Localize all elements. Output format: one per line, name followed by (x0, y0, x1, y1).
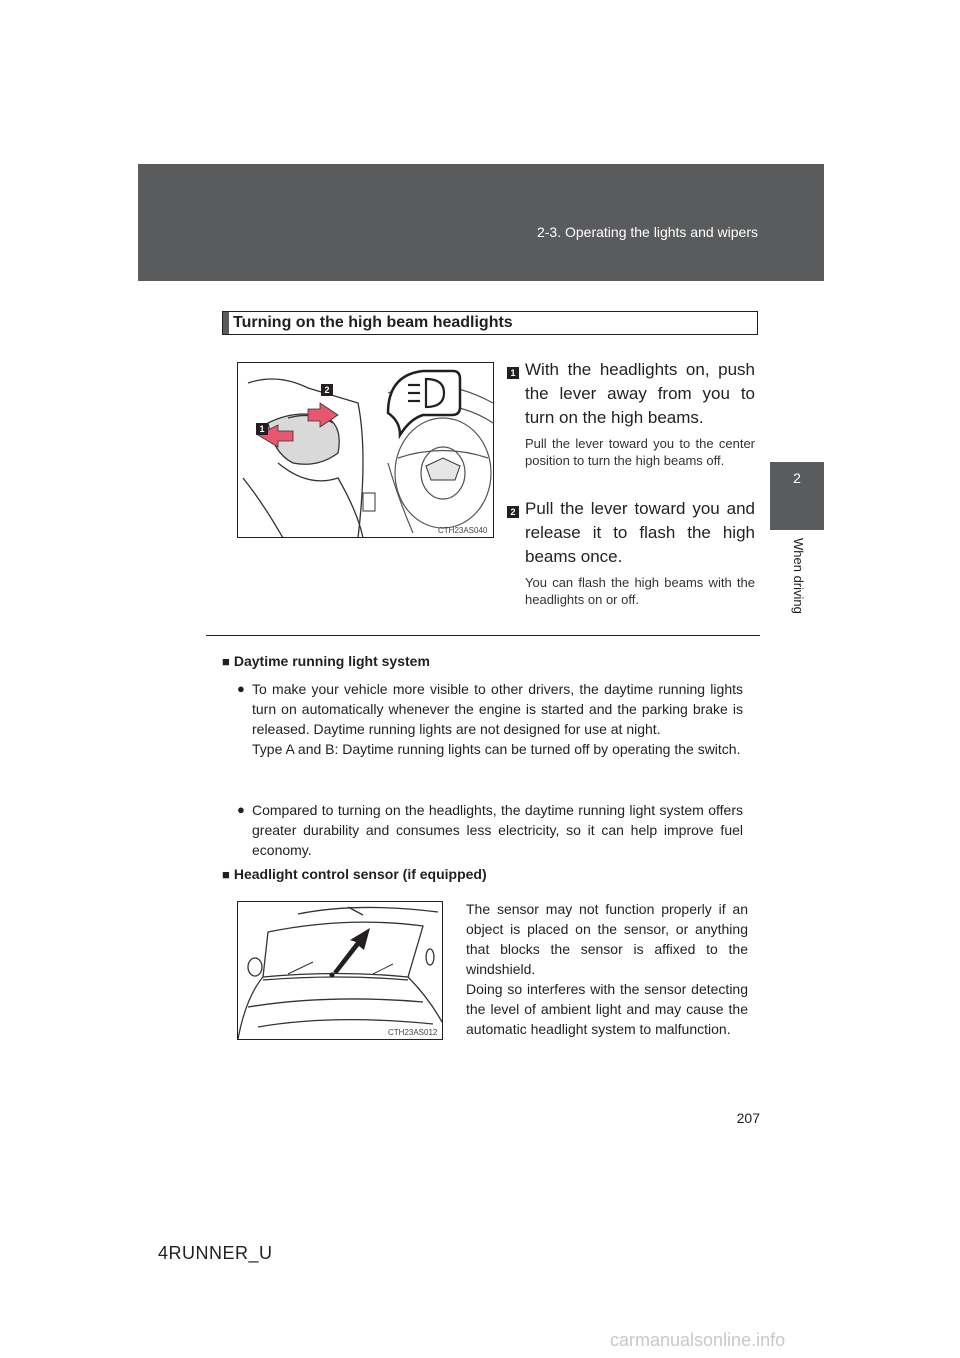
sensor-heading-text: Headlight control sensor (if equipped) (233, 866, 487, 882)
header-section-title: 2-3. Operating the lights and wipers (536, 224, 758, 240)
header-band (138, 164, 824, 281)
step-1-text: With the headlights on, push the lever away from you to turn on the high beams. (525, 360, 755, 427)
callout-1-badge: 1 (256, 423, 268, 435)
lever-drawing (238, 363, 493, 537)
sensor-heading (222, 866, 487, 882)
bullet-icon: ● (237, 681, 245, 696)
section-divider (206, 635, 760, 636)
section-title-bar (222, 311, 758, 335)
daytime-bullet-2 (222, 800, 743, 860)
step-2-text: Pull the lever toward you and release it to flash the high beams once. (525, 499, 755, 566)
figure-code-2: CTH23AS012 (388, 1028, 438, 1037)
page-number: 207 (736, 1110, 760, 1126)
daytime-bullet-1-extra: Type A and B: Daytime running lights can be turned off by operating the switch. (252, 741, 741, 757)
heading-square-icon: ■ (222, 867, 230, 882)
heading-square-icon: ■ (222, 654, 230, 669)
chapter-label: When driving (791, 538, 806, 614)
bullet-icon: ● (237, 802, 245, 817)
sensor-text-1: The sensor may not function properly if an object is placed on the sensor, or anything that blocks the sensor is affixed to the windshield. (466, 901, 748, 977)
daytime-heading (222, 653, 430, 669)
step-2-marker: 2 (507, 506, 519, 518)
model-code: 4RUNNER_U (158, 1243, 273, 1263)
windshield-sensor-illustration (237, 901, 443, 1040)
daytime-bullet-1 (222, 679, 743, 759)
step-1-marker: 1 (507, 367, 519, 379)
step-1-note: Pull the lever toward you to the center position to turn the high beams off. (525, 436, 755, 468)
chapter-number: 2 (793, 470, 801, 486)
section-title: Turning on the high beam headlights (233, 314, 513, 331)
high-beam-lever-illustration (237, 362, 494, 538)
sensor-description (466, 899, 748, 1039)
daytime-heading-text: Daytime running light system (233, 653, 430, 669)
figure-code-1: CTH23AS040 (438, 526, 488, 535)
callout-2-badge: 2 (321, 384, 333, 396)
daytime-bullet-2-text: Compared to turning on the headlights, the daytime running light system offers greater durability and consumes less electricity, so it can help improve fuel economy. (252, 802, 743, 858)
section-title-accent (223, 312, 229, 334)
step-2-note: You can flash the high beams with the headlights on or off. (525, 575, 755, 607)
sensor-text-2: Doing so interferes with the sensor detecting the level of ambient light and may cause the automatic headlight system to malfunction. (466, 981, 748, 1037)
watermark: carmanualsonline.info (610, 1330, 786, 1350)
chapter-label-wrap (770, 538, 824, 648)
windshield-drawing (238, 902, 442, 1039)
daytime-bullet-1-text: To make your vehicle more visible to other drivers, the daytime running lights turn on automatically whenever the engine is started and the parking brake is released. Daytime running lights are not designed for use at night. (252, 681, 743, 737)
